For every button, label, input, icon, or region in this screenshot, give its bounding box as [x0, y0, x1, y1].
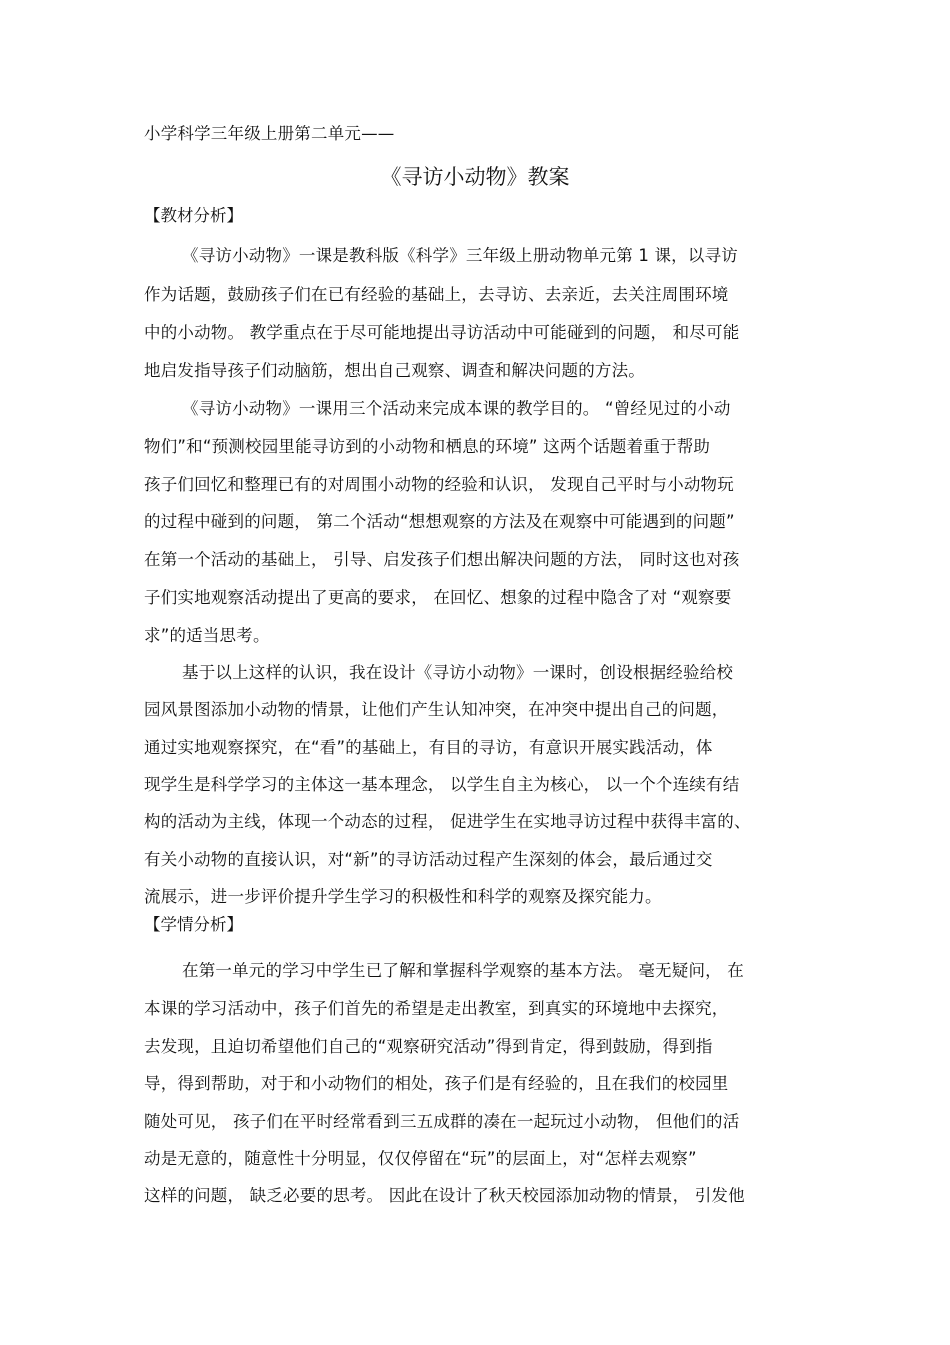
paragraph-line: 现学生是科学学习的主体这一基本理念， 以学生自主为核心， 以一个个连续有结	[144, 775, 740, 794]
paragraph-line: 去发现，且迫切希望他们自己的“观察研究活动”得到肯定，得到鼓励，得到指	[144, 1037, 713, 1056]
doc-title: 《寻访小动物》教案	[380, 165, 570, 189]
paragraph-line: 在第一个活动的基础上， 引导、启发孩子们想出解决问题的方法， 同时这也对孩	[144, 550, 740, 569]
paragraph-line: 本课的学习活动中，孩子们首先的希望是走出教室，到真实的环境地中去探究，	[144, 999, 729, 1018]
paragraph-line: 流展示，进一步评价提升学生学习的积极性和科学的观察及探究能力。	[144, 887, 662, 906]
paragraph-line: 有关小动物的直接认识，对“新”的寻访活动过程产生深刻的体会，最后通过交	[144, 850, 713, 869]
paragraph-line: 求”的适当思考。	[144, 626, 270, 645]
section-heading-student-analysis: 【学情分析】	[144, 915, 243, 934]
paragraph-line: 中的小动物。 教学重点在于尽可能地提出寻访活动中可能碰到的问题， 和尽可能	[144, 323, 740, 342]
doc-subtitle: 小学科学三年级上册第二单元——	[144, 124, 395, 143]
paragraph-line: 孩子们回忆和整理已有的对周围小动物的经验和认识， 发现自己平时与小动物玩	[144, 475, 734, 494]
paragraph-line: 作为话题，鼓励孩子们在已有经验的基础上，去寻访、去亲近，去关注周围环境	[144, 285, 729, 304]
paragraph-line: 随处可见， 孩子们在平时经常看到三五成群的凑在一起玩过小动物， 但他们的活	[144, 1112, 740, 1131]
section-heading-textbook-analysis: 【教材分析】	[144, 206, 243, 225]
paragraph-line: 物们”和“预测校园里能寻访到的小动物和栖息的环境” 这两个话题着重于帮助	[144, 437, 711, 456]
paragraph-line: 《寻访小动物》一课是教科版《科学》三年级上册动物单元第 1 课，以寻访	[182, 246, 738, 265]
paragraph-line: 子们实地观察活动提出了更高的要求， 在回忆、想象的过程中隐含了对 “观察要	[144, 588, 732, 607]
paragraph-line: 动是无意的，随意性十分明显，仅仅停留在“玩”的层面上，对“怎样去观察”	[144, 1149, 697, 1168]
paragraph-line: 园风景图添加小动物的情景，让他们产生认知冲突，在冲突中提出自己的问题，	[144, 700, 729, 719]
paragraph-line: 在第一单元的学习中学生已了解和掌握科学观察的基本方法。 毫无疑问， 在	[182, 961, 744, 980]
paragraph-line: 导，得到帮助，对于和小动物们的相处，孩子们是有经验的，且在我们的校园里	[144, 1074, 729, 1093]
paragraph-line: 《寻访小动物》一课用三个活动来完成本课的教学目的。 “曾经见过的小动	[182, 399, 731, 418]
paragraph-line: 地启发指导孩子们动脑筋，想出自己观察、调查和解决问题的方法。	[144, 361, 645, 380]
paragraph-line: 的过程中碰到的问题， 第二个活动“想想观察的方法及在观察中可能遇到的问题”	[144, 512, 735, 531]
paragraph-line: 通过实地观察探究，在“看”的基础上，有目的寻访，有意识开展实践活动，体	[144, 738, 713, 757]
paragraph-line: 这样的问题， 缺乏必要的思考。 因此在设计了秋天校园添加动物的情景， 引发他	[144, 1186, 745, 1205]
paragraph-line: 构的活动为主线，体现一个动态的过程， 促进学生在实地寻访过程中获得丰富的、	[144, 812, 751, 831]
paragraph-line: 基于以上这样的认识，我在设计《寻访小动物》一课时，创设根据经验给校	[182, 663, 734, 682]
